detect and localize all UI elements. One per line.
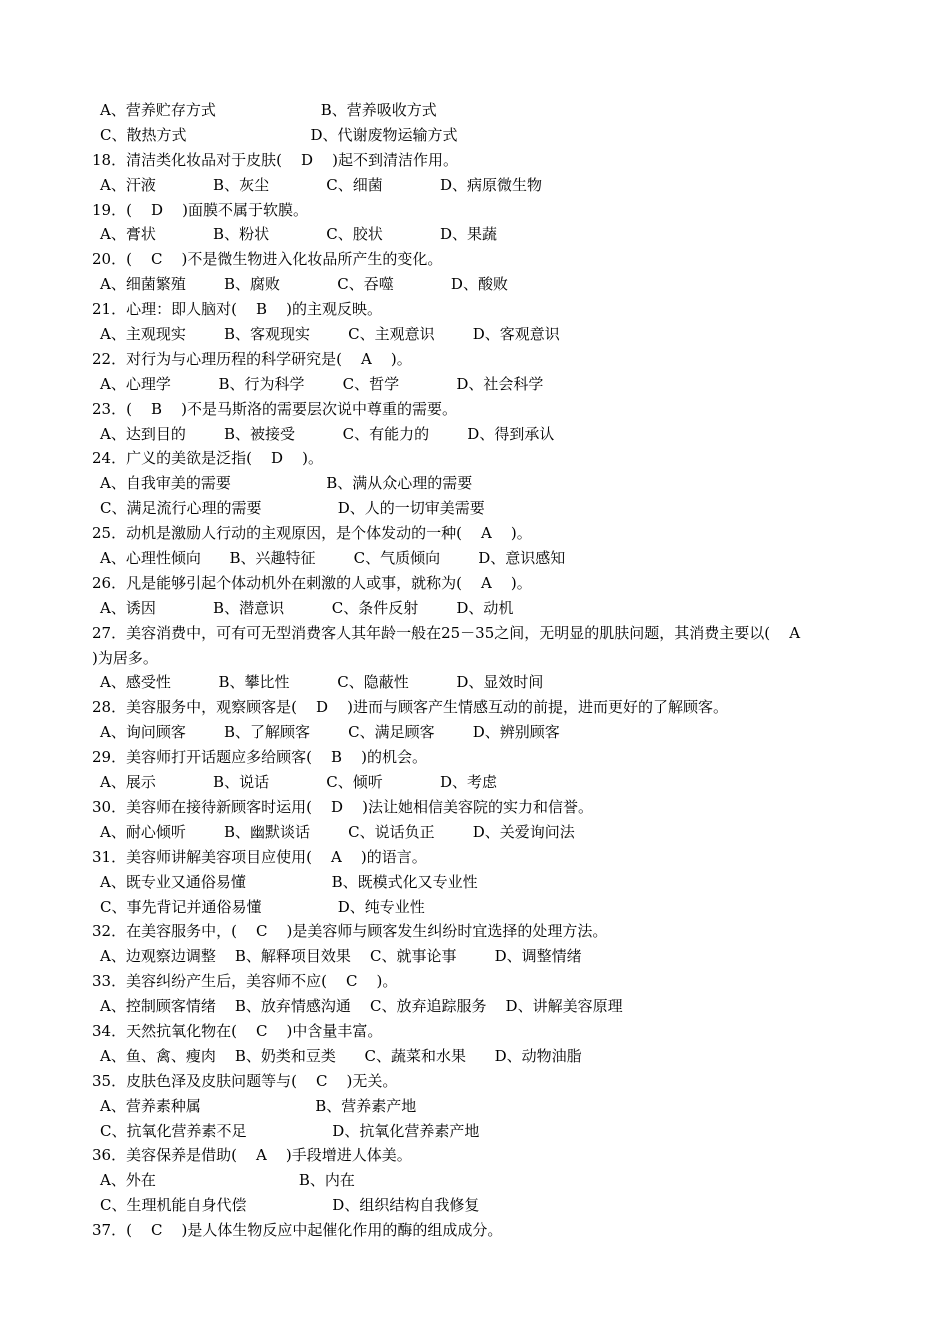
- question-text: 19．( D )面膜不属于软膜。: [92, 200, 308, 219]
- answer-options: A、达到目的 B、被接受 C、有能力的 D、得到承认: [100, 424, 555, 443]
- question-text: 27．美容消费中，可有可无型消费客人其年龄一般在25－35之间，无明显的肌肤问题，其消费主要以( A: [92, 623, 801, 642]
- answer-options: A、心理学 B、行为科学 C、哲学 D、社会科学: [100, 374, 544, 393]
- answer-options: C、散热方式 D、代谢废物运输方式: [100, 125, 458, 144]
- answer-options: A、既专业又通俗易懂 B、既模式化又专业性: [100, 872, 478, 891]
- answer-options: A、鱼、禽、瘦肉 B、奶类和豆类 C、蔬菜和水果 D、动物油脂: [100, 1046, 582, 1065]
- answer-options: A、营养贮存方式 B、营养吸收方式: [100, 101, 437, 119]
- answer-options: A、诱因 B、潜意识 C、条件反射 D、动机: [100, 598, 514, 617]
- question-text: 21．心理：即人脑对( B )的主观反映。: [92, 300, 382, 319]
- question-text: 33．美容纠纷产生后，美容师不应( C )。: [92, 972, 398, 991]
- question-text: 32．在美容服务中，( C )是美容师与顾客发生纠纷时宜选择的处理方法。: [92, 922, 608, 941]
- answer-options: A、耐心倾听 B、幽默谈话 C、说话负正 D、关爱询问法: [100, 822, 575, 841]
- question-text: 34．天然抗氧化物在( C )中含量丰富。: [92, 1021, 383, 1040]
- question-text: 23．( B )不是马斯洛的需要层次说中尊重的需要。: [92, 399, 457, 418]
- question-text: 18．清洁类化妆品对于皮肤( D )起不到清洁作用。: [92, 150, 458, 169]
- question-text: 28．美容服务中，观察顾客是( D )进而与顾客产生情感互动的前提，进而更好的了解顾客。: [92, 698, 728, 717]
- question-text: 35．皮肤色泽及皮肤问题等与( C )无关。: [92, 1071, 398, 1090]
- answer-options: C、生理机能自身代偿 D、组织结构自我修复: [100, 1196, 480, 1215]
- answer-options: A、边观察边调整 B、解释项目效果 C、就事论事 D、调整情绪: [100, 947, 582, 966]
- question-text: 24．广义的美欲是泛指( D )。: [92, 449, 323, 468]
- answer-options: A、展示 B、说话 C、倾听 D、考虑: [100, 773, 498, 792]
- answer-options: A、询问顾客 B、了解顾客 C、满足顾客 D、辨别顾客: [100, 723, 560, 742]
- answer-options: A、外在 B、内在: [100, 1171, 355, 1190]
- question-text: )为居多。: [92, 648, 158, 667]
- answer-options: A、自我审美的需要 B、满从众心理的需要: [100, 474, 473, 493]
- answer-options: A、感受性 B、攀比性 C、隐蔽性 D、显效时间: [100, 673, 544, 692]
- answer-options: C、满足流行心理的需要 D、人的一切审美需要: [100, 499, 485, 518]
- question-text: 36．美容保养是借助( A )手段增进人体美。: [92, 1146, 412, 1165]
- question-text: 30．美容师在接待新顾客时运用( D )法让她相信美容院的实力和信誉。: [92, 797, 593, 816]
- answer-options: A、膏状 B、粉状 C、胶状 D、果蔬: [100, 225, 498, 244]
- question-text: 37．( C )是人体生物反应中起催化作用的酶的组成成分。: [92, 1221, 503, 1240]
- question-text: 29．美容师打开话题应多给顾客( B )的机会。: [92, 748, 427, 767]
- answer-options: A、汗液 B、灰尘 C、细菌 D、病原微生物: [100, 175, 543, 194]
- question-list: [92, 98, 882, 1243]
- answer-options: A、控制顾客情绪 B、放弃情感沟通 C、放弃追踪服务 D、讲解美容原理: [100, 997, 623, 1016]
- answer-options: A、营养素种属 B、营养素产地: [100, 1096, 417, 1115]
- question-text: 26．凡是能够引起个体动机外在刺激的人或事，就称为( A )。: [92, 573, 532, 592]
- question-text: 20．( C )不是微生物进入化妆品所产生的变化。: [92, 250, 443, 269]
- question-text: 31．美容师讲解美容项目应使用( A )的语言。: [92, 847, 427, 866]
- question-text: 25．动机是激励人行动的主观原因，是个体发动的一种( A )。: [92, 524, 532, 543]
- answer-options: A、主观现实 B、客观现实 C、主观意识 D、客观意识: [100, 325, 560, 344]
- answer-options: C、事先背记并通俗易懂 D、纯专业性: [100, 897, 425, 916]
- question-text: 22．对行为与心理历程的科学研究是( A )。: [92, 349, 412, 368]
- answer-options: C、抗氧化营养素不足 D、抗氧化营养素产地: [100, 1121, 480, 1140]
- answer-options: A、心理性倾向 B、兴趣特征 C、气质倾向 D、意识感知: [100, 549, 566, 568]
- answer-options: A、细菌繁殖 B、腐败 C、吞噬 D、酸败: [100, 275, 508, 294]
